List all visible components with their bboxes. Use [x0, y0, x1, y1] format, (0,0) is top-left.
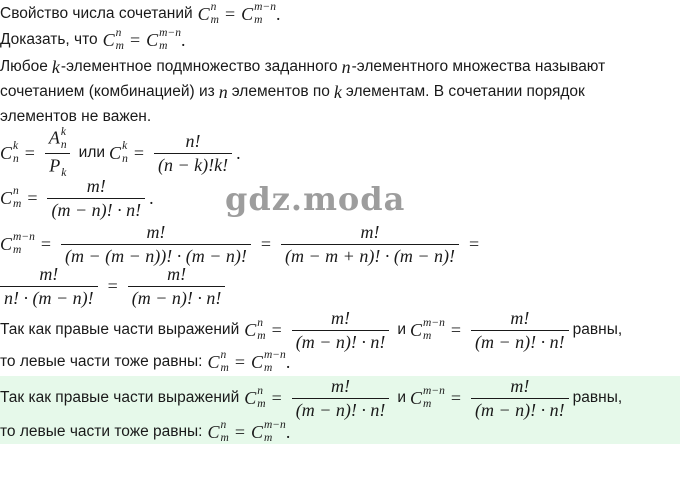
conclusion-line-1: Так как правые части выражений C n m = $\frac{m!}{(m - n)! \cdot n!}$ и C m−n m = $\frac{m!}{(m - n)! \cdot n!}$ равны,	[0, 307, 623, 352]
highlight-line-1: Так как правые части выражений C n m = $\frac{m!}{(m - n)! \cdot n!}$ и C m−n m = $\frac{m!}{(m - n)! \cdot n!}$ равны,	[0, 375, 623, 420]
fraction: A k n P k	[45, 127, 71, 180]
statement-text: Свойство числа сочетаний	[0, 5, 193, 22]
fraction: $\frac{m!}{(m - n)! \cdot n!}$	[292, 376, 390, 420]
prove-line: Доказать, что C n m = C m−n m .	[0, 26, 186, 52]
fraction: $\frac{m!}{(m - n)! \cdot n!}$	[471, 376, 569, 420]
formula-cmmn: C m−n m = $\frac{m!}{(m - (m - n))! \cdot (m - n)!}$ = $\frac{m!}{(m - m + n)! \cdot (m - n)!}$ =	[0, 221, 480, 266]
fraction: $\frac{n!}{(n - k)!k!}$	[154, 131, 232, 175]
fraction: $\frac{m!}{(m - n)! \cdot n!}$	[47, 176, 145, 220]
conclusion-line-2: то левые части тоже равны: C n m = C m−n m .	[0, 348, 291, 374]
definition-line-3: элементов не важен.	[0, 108, 152, 125]
formula-cmn: C n m = $\frac{m!}{(m - n)! \cdot n!}$ .	[0, 175, 154, 220]
definition-line-1: Любое k -элементное подмножество заданного n -элементного множества называют	[0, 56, 606, 77]
fraction: $\frac{m!}{(m - n)! \cdot n!}$	[128, 264, 226, 308]
statement-line: Свойство числа сочетаний C n m = C m−n m .	[0, 0, 281, 26]
formula-continued: $\frac{m!}{n! \cdot (m - n)!}$ = $\frac{m!}{(m - n)! \cdot n!}$	[0, 264, 229, 308]
fraction: $\frac{m!}{(m - m + n)! \cdot (m - n)!}$	[281, 222, 459, 266]
highlight-line-2: то левые части тоже равны: C n m = C m−n m .	[0, 418, 291, 444]
watermark-logo: gdz.moda	[225, 180, 406, 218]
fraction: $\frac{m!}{(m - n)! \cdot n!}$	[471, 308, 569, 352]
fraction: $\frac{m!}{(m - n)! \cdot n!}$	[292, 308, 390, 352]
fraction: $\frac{m!}{n! \cdot (m - n)!}$	[0, 264, 98, 308]
definition-line-2: сочетанием (комбинацией) из n элементов по k элементам. В сочетании порядок	[0, 81, 585, 102]
fraction: $\frac{m!}{(m - (m - n))! \cdot (m - n)!}$	[61, 222, 251, 266]
formula-combination: C k n = A k n P k или C k n = $\frac{n!}{(n - k)!k!}$ .	[0, 125, 241, 179]
